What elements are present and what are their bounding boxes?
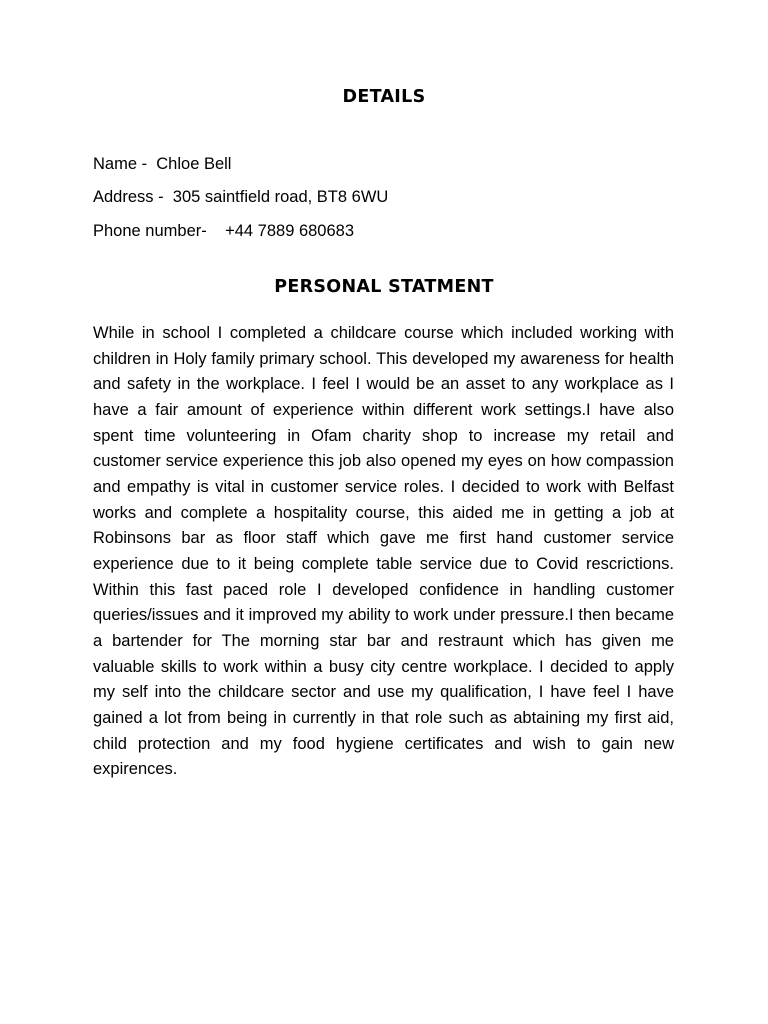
address-label: Address - xyxy=(93,188,164,206)
name-value: Chloe Bell xyxy=(156,155,232,173)
phone-value: +44 7889 680683 xyxy=(225,222,355,240)
personal-statement-body: While in school I completed a childcare course which included working with children in Holy family primary school. This developed my awareness for health and safety in the workplace. I feel I would be an asset to any workplace as I have a fair amount of experience within different work settings.I have also spent time volunteering in Ofam charity shop to increase my retail and customer service experience this job also opened my eyes on how compassion and empathy is vital in customer service roles. I decided to work with Belfast works and complete a hospitality course, this aided me in getting a job at Robinsons bar as floor staff which gave me first hand customer service experience due to it being complete table service due to Covid rescrictions. Within this fast paced role I developed confidence in handling customer queries/issues and it improved my ability to work under pressure.I then became a bartender for The morning star bar and restraunt which has given me valuable skills to work within a busy city centre workplace. I decided to apply my self into the childcare sector and use my qualification, I have feel I have gained a lot from being in currently in that role such as abtaining my first aid, child protection and my food hygiene certificates and wish to gain new expirences. xyxy=(93,324,674,779)
phone-label: Phone number- xyxy=(93,222,207,240)
address-value: 305 saintfield road, BT8 6WU xyxy=(172,188,389,206)
name-label: Name - xyxy=(93,155,148,173)
details-heading: DETAILS xyxy=(342,87,426,107)
address-line xyxy=(93,186,388,208)
name-line xyxy=(93,153,231,175)
personal-statement-heading: PERSONAL STATMENT xyxy=(274,277,494,297)
phone-line xyxy=(93,220,354,242)
